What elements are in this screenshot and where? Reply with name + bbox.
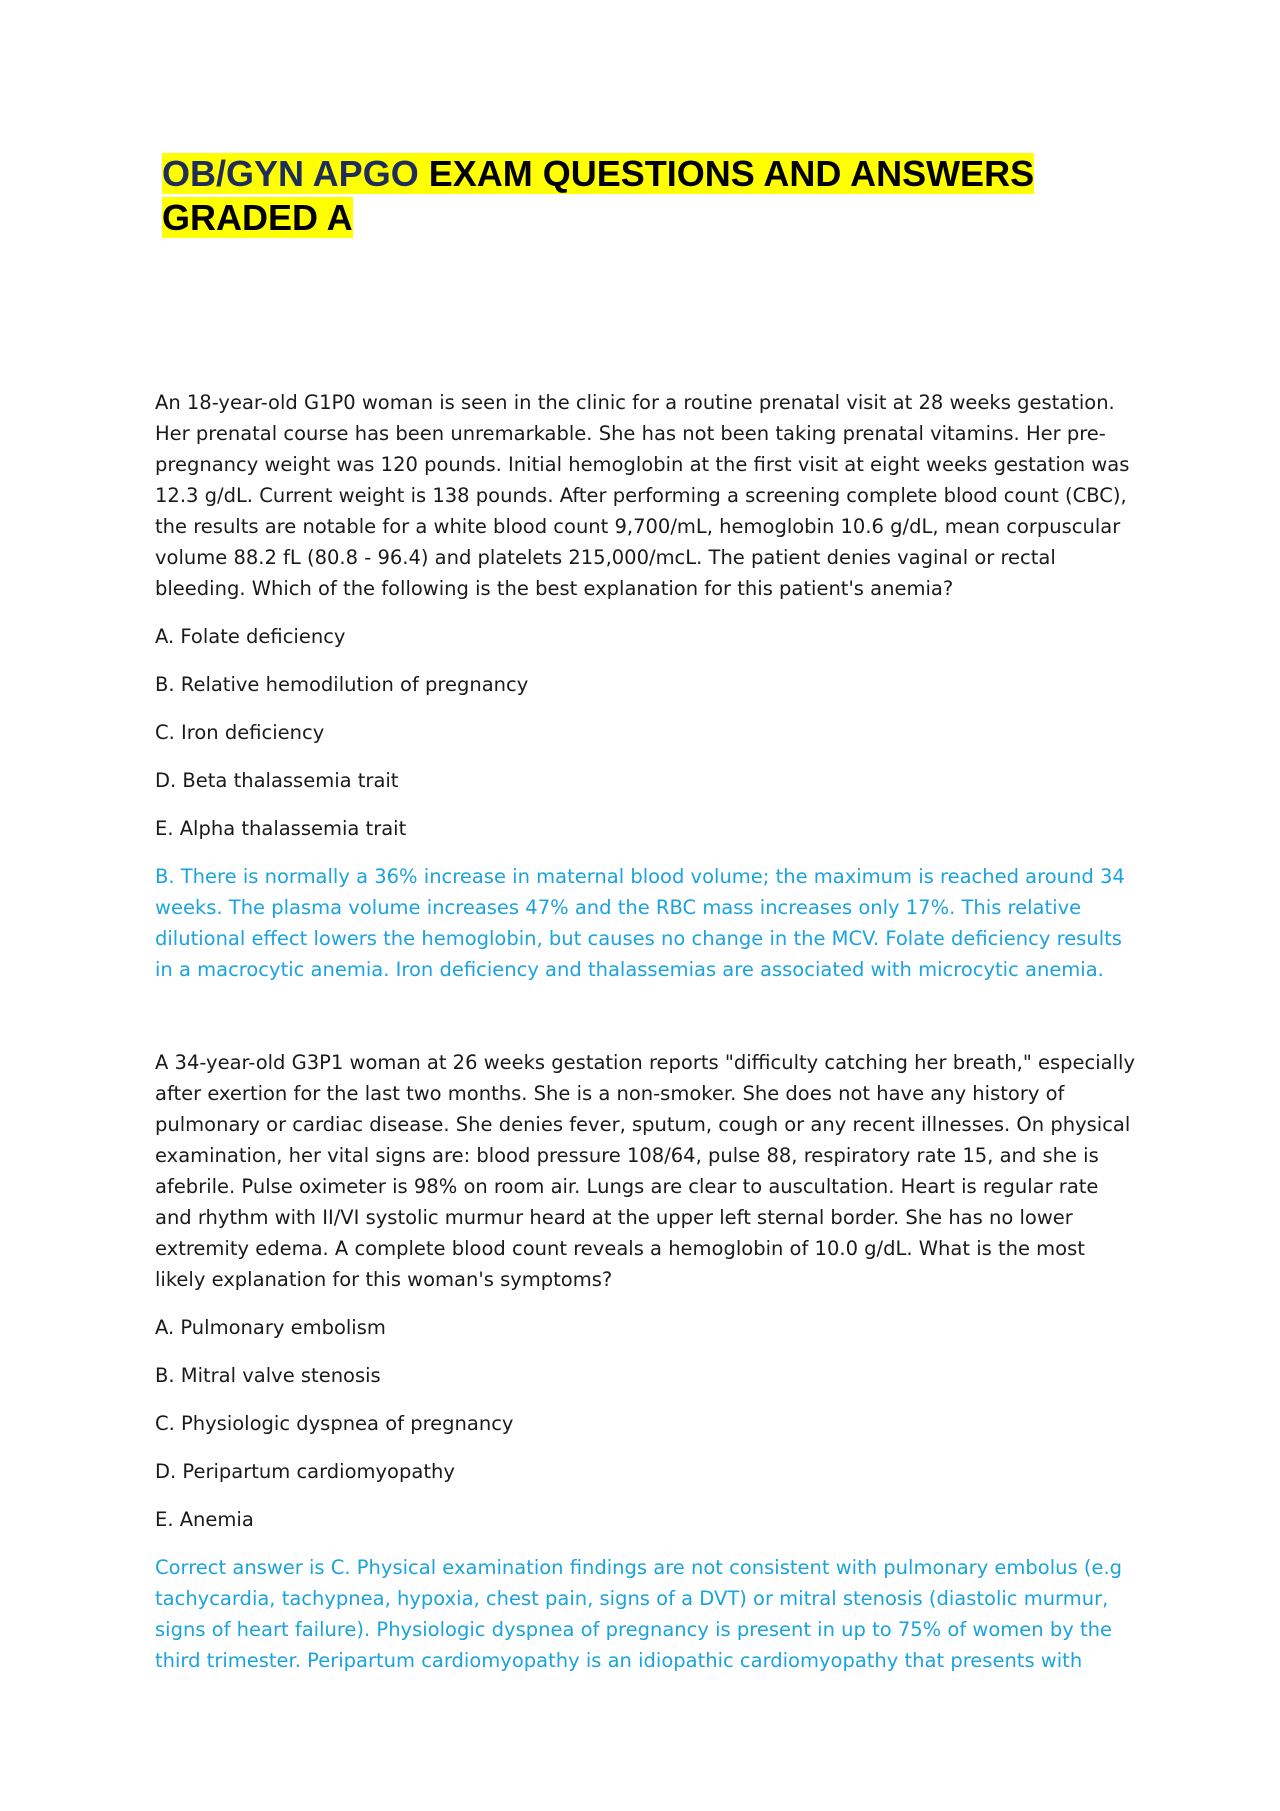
answer-option: C. Physiologic dyspnea of pregnancy: [155, 1412, 514, 1435]
document-title: [162, 152, 1122, 240]
answer-explanation: B. There is normally a 36% increase in maternal blood volume; the maximum is reached around 34 weeks. The plasma volume increases 47% and the RBC mass increases only 17%. This relative dilutional effect lowers the hemoglobin, but causes no change in the MCV. Folate deficiency results in a macrocytic anemia. Iron deficiency and thalassemias are associated with microcytic anemia.: [155, 865, 1125, 981]
answer-option: B. Mitral valve stenosis: [155, 1364, 381, 1387]
document-body: [155, 387, 1140, 1693]
question-block-1: [155, 387, 1140, 985]
question-stem: A 34-year-old G3P1 woman at 26 weeks gestation reports "difficulty catching her breath," especially after exertion for the last two months. She is a non-smoker. She does not have any history of pulmonary or cardiac disease. She denies fever, sputum, cough or any recent illnesses. On physical examination, her vital signs are: blood pressure 108/64, pulse 88, respiratory rate 15, and she is afebrile. Pulse oximeter is 98% on room air. Lungs are clear to auscultation. Heart is regular rate and rhythm with II/VI systolic murmur heard at the upper left sternal border. She has no lower extremity edema. A complete blood count reveals a hemoglobin of 10.0 g/dL. What is the most likely explanation for this woman's symptoms?: [155, 1051, 1135, 1291]
title-part-1: OB/GYN APGO: [162, 153, 419, 194]
title-part-2: EXAM QUESTIONS AND ANSWERS GRADED A: [162, 153, 1035, 238]
answer-option: A. Folate deficiency: [155, 625, 346, 648]
answer-option: D. Beta thalassemia trait: [155, 769, 399, 792]
answer-option: A. Pulmonary embolism: [155, 1316, 386, 1339]
section-spacer: [155, 1002, 1140, 1047]
question-stem: An 18-year-old G1P0 woman is seen in the clinic for a routine prenatal visit at 28 weeks gestation. Her prenatal course has been unremarkable. She has not been taking prenatal vitamins. Her pre-pregnancy weight was 120 pounds. Initial hemoglobin at the first visit at eight weeks gestation was 12.3 g/dL. Current weight is 138 pounds. After performing a screening complete blood count (CBC), the results are notable for a white blood count 9,700/mL, hemoglobin 10.6 g/dL, mean corpuscular volume 88.2 fL (80.8 - 96.4) and platelets 215,000/mcL. The patient denies vaginal or rectal bleeding. Which of the following is the best explanation for this patient's anemia?: [155, 391, 1130, 600]
answer-option: C. Iron deficiency: [155, 721, 325, 744]
answer-explanation: Correct answer is C. Physical examination findings are not consistent with pulmonary embolus (e.g tachycardia, tachypnea, hypoxia, chest pain, signs of a DVT) or mitral stenosis (diastolic murmur, signs of heart failure). Physiologic dyspnea of pregnancy is present in up to 75% of women by the third trimester. Peripartum cardiomyopathy is an idiopathic cardiomyopathy that presents with: [155, 1556, 1123, 1672]
question-block-2: [155, 1047, 1140, 1676]
answer-option: D. Peripartum cardiomyopathy: [155, 1460, 455, 1483]
answer-option: B. Relative hemodilution of pregnancy: [155, 673, 529, 696]
answer-option: E. Anemia: [155, 1508, 254, 1531]
answer-option: E. Alpha thalassemia trait: [155, 817, 407, 840]
